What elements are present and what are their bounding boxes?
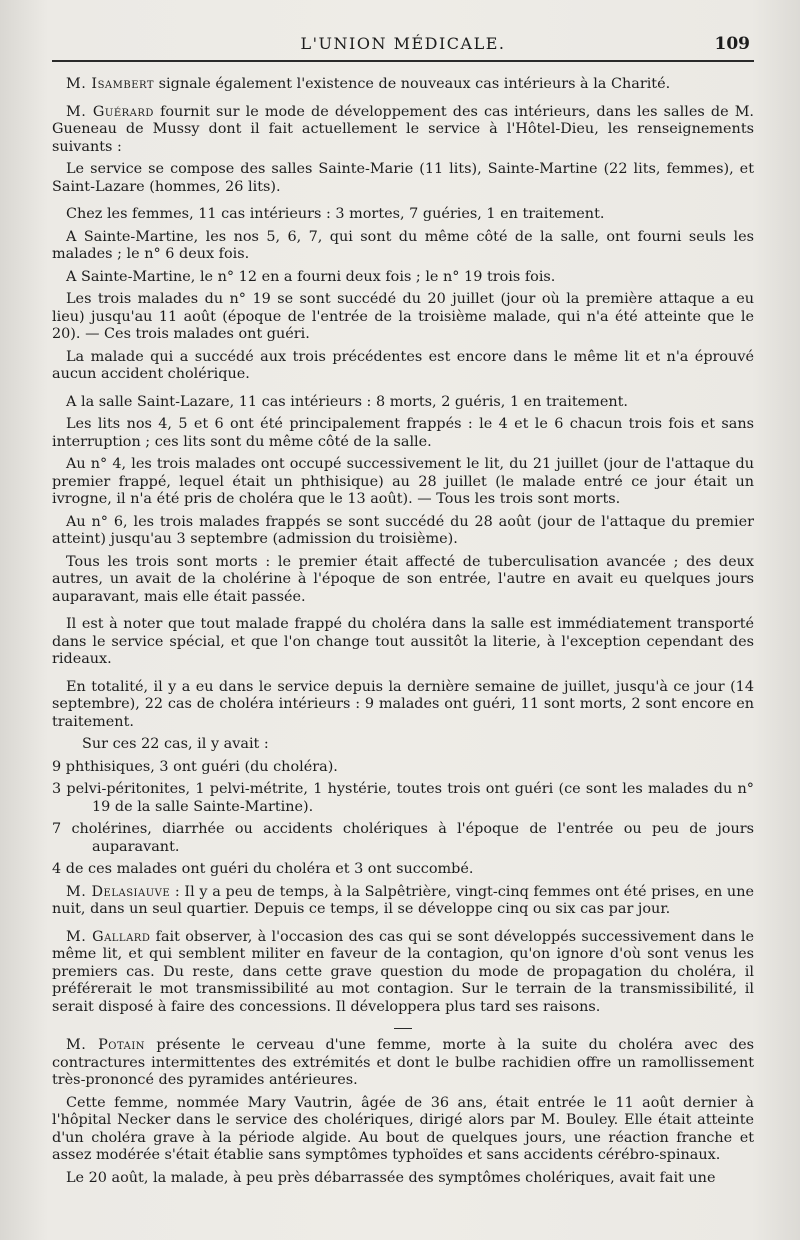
speaker-name: M. Potain: [66, 1037, 146, 1053]
paragraph: La malade qui a succédé aux trois précédentes est encore dans le même lit et n'a éprouvé aucun accident cholérique.: [52, 348, 754, 382]
paragraph: Chez les femmes, 11 cas intérieurs : 3 mortes, 7 guéries, 1 en traitement.: [66, 206, 605, 222]
paragraph: M. Isambert signale également l'existence de nouveaux cas intérieurs à la Charité.: [66, 76, 671, 92]
paragraph: Au n° 6, les trois malades frappés se sont succédé du 28 août (jour de l'attaque du premier atteint) jusqu'au 3 septembre (admission du troisième).: [52, 513, 754, 547]
list-item: 7 cholérines, diarrhée ou accidents cholériques à l'époque de l'entrée ou peu de jours auparavant.: [52, 821, 754, 855]
paragraph: M. Potain présente le cerveau d'une femme, morte à la suite du choléra avec des contractures intermittentes des extrémités et dont le bulbe rachidien offre un ramollissement très-prononcé des pyramides antérieures.: [52, 1037, 755, 1088]
list-item: 9 phthisiques, 3 ont guéri (du choléra).: [52, 758, 338, 775]
list-item: 4 de ces malades ont guéri du choléra et 3 ont succombé.: [52, 861, 474, 877]
paragraph: M. Delasiauve : Il y a peu de temps, à la Salpêtrière, vingt-cinq femmes ont été prises, en une nuit, dans un seul quartier. Depuis ce temps, il se développe cinq ou six cas par jour.: [52, 883, 754, 917]
paragraph: Les trois malades du n° 19 se sont succédé du 20 juillet (jour où la première attaque a eu lieu) jusqu'au 11 août (époque de l'entrée de la troisième malade, qui n'a été atteinte que le 20). — Ces trois malades ont guéri.: [52, 291, 754, 342]
paragraph: Au n° 4, les trois malades ont occupé successivement le lit, du 21 juillet (jour de l'attaque du premier frappé, lequel était un phthisique) au 28 juillet (le malade entré ce jour était un ivrogne, il n'a été pris de choléra que le 13 août). — Tous les trois sont morts.: [52, 456, 754, 507]
running-title: L'UNION MÉDICALE.: [300, 34, 506, 53]
page-header: [52, 30, 754, 62]
paragraph: Les lits nos 4, 5 et 6 ont été principalement frappés : le 4 et le 6 chacun trois fois et sans interruption ; ces lits sont du même côté de la salle.: [52, 416, 754, 450]
paragraph: Le 20 août, la malade, à peu près débarrassée des symptômes cholériques, avait fait une: [66, 1169, 716, 1186]
page-number: 109: [714, 34, 750, 54]
list-item: 3 pelvi-péritonites, 1 pelvi-métrite, 1 hystérie, toutes trois ont guéri (ce sont les malades du n° 19 de la salle Sainte-Martine).: [52, 781, 754, 815]
speaker-name: M. Isambert: [66, 76, 155, 92]
paragraph: Le service se compose des salles Sainte-Marie (11 lits), Sainte-Martine (22 lits, femmes), et Saint-Lazare (hommes, 26 lits).: [52, 161, 754, 195]
list-intro: Sur ces 22 cas, il y avait :: [82, 736, 269, 752]
paragraph: A la salle Saint-Lazare, 11 cas intérieurs : 8 morts, 2 guéris, 1 en traitement.: [66, 393, 628, 410]
paragraph: M. Gallard fait observer, à l'occasion des cas qui se sont développés successivement dans le même lit, et qui semblent militer en faveur de la contagion, qu'on ignore d'où sont venus les premiers cas. Du reste, dans cette grave question du mode de propagation du choléra, il préférerait le mot transmissibilité au mot contagion. Sur le terrain de la transmissibilité, il serait disposé à faire des concessions. Il développera plus tard ses raisons.: [52, 928, 755, 1015]
paragraph: Cette femme, nommée Mary Vautrin, âgée de 36 ans, était entrée le 11 août dernier à l'hôpital Necker dans le service des cholériques, dirigé alors par M. Bouley. Elle était atteinte d'un choléra grave à la période algide. Au bout de quelques jours, une réaction franche et assez modérée s'était établie sans symptômes typhoïdes et sans accidents cérébro-spinaux.: [52, 1094, 754, 1163]
paragraph: Il est à noter que tout malade frappé du choléra dans la salle est immédiatement transporté dans le service spécial, et que l'on change tout aussitôt la literie, à l'exception cependant des rideaux.: [52, 616, 754, 667]
speaker-name: M. Gallard: [66, 928, 151, 945]
paragraph: A Sainte-Martine, le n° 12 en a fourni deux fois ; le n° 19 trois fois.: [66, 268, 556, 285]
paragraph: M. Guérard fournit sur le mode de développement des cas intérieurs, dans les salles de M. Gueneau de Mussy dont il fait actuellement le service à l'Hôtel-Dieu, les renseignements suivants :: [52, 103, 755, 155]
section-separator: [394, 1028, 412, 1029]
body-text: [52, 76, 754, 1187]
paragraph: Tous les trois sont morts : le premier était affecté de tuberculisation avancée ; des deux autres, un avait de la cholérine à l'époque de son entrée, l'autre en avait eu quelques jours auparavant, mais elle était passée.: [52, 553, 754, 605]
paragraph: A Sainte-Martine, les nos 5, 6, 7, qui sont du même côté de la salle, ont fourni seuls les malades ; le n° 6 deux fois.: [52, 228, 754, 262]
paragraph: En totalité, il y a eu dans le service depuis la dernière semaine de juillet, jusqu'à ce jour (14 septembre), 22 cas de choléra intérieurs : 9 malades ont guéri, 11 sont morts, 2 sont encore en traitement.: [52, 678, 754, 730]
speaker-name: M. Delasiauve: [66, 883, 171, 900]
speaker-name: M. Guérard: [66, 103, 154, 120]
